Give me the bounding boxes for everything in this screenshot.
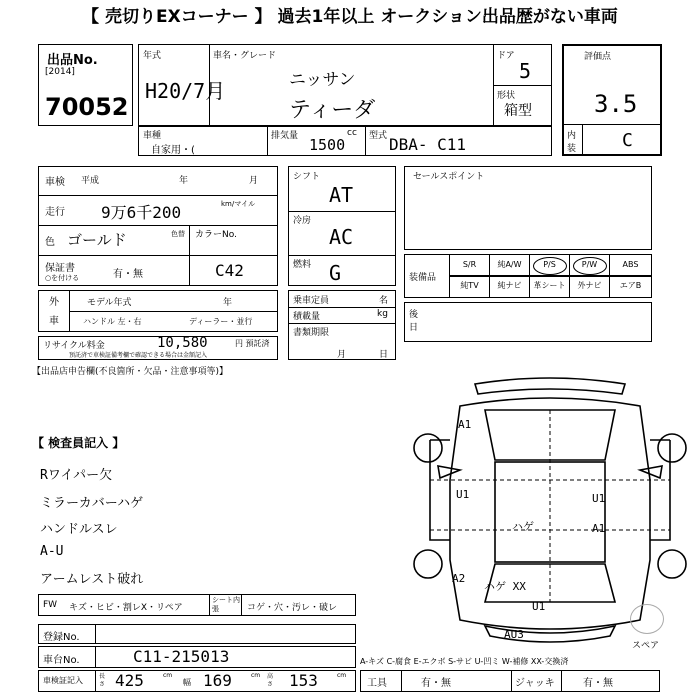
lot-box: [38, 44, 133, 126]
doc-label: 書類期限: [293, 328, 330, 338]
mark-rear: ハゲ XX: [484, 580, 526, 593]
equip-label: 装備品: [409, 273, 437, 283]
maker-value: ニッサン: [289, 70, 356, 90]
chassis-label: 車台No.: [43, 655, 80, 666]
load-label: 積載量: [293, 312, 321, 322]
model-value: ティーダ: [289, 98, 376, 123]
inspector-line-3: ハンドルスレ: [40, 522, 118, 537]
equip-pw: P/W: [570, 255, 610, 276]
shift-label: シフト: [293, 172, 321, 182]
inspector-line-4: A-U: [40, 544, 64, 559]
mileage-value: 9万6千200: [101, 203, 182, 222]
exhibitor-note: 【出品店申告欄(不良箇所・欠品・注意事項等)】: [32, 367, 229, 377]
tools-label: 工具: [367, 678, 387, 689]
ac-value: AC: [329, 225, 354, 249]
equipment-box: [404, 254, 652, 298]
type-label: 型式: [369, 131, 388, 141]
height-value: 153: [289, 671, 318, 690]
pw-circle-mark: [573, 257, 607, 275]
equip-ext-navi: 外ナビ: [570, 276, 610, 297]
equip-sr: S/R: [450, 255, 490, 276]
spare-label: スペア: [632, 641, 660, 651]
header-row-2: [138, 126, 552, 156]
length-label: 長さ: [99, 673, 106, 688]
mark-au3: AU3: [504, 628, 524, 641]
seat-label: シート内張: [212, 596, 240, 613]
rear-label: 後日: [409, 310, 419, 333]
shape-label: 形状: [497, 91, 516, 101]
equip-leather: 革シート: [530, 276, 570, 297]
door-value: 5: [519, 59, 532, 83]
inspector-line-5: アームレスト破れ: [40, 572, 144, 587]
inspection-label: 車検: [45, 177, 65, 188]
doc-day: 日: [379, 350, 389, 360]
mid-info: [288, 166, 396, 286]
selling-label: セールスポイント: [413, 172, 485, 182]
kind-label: 車種: [143, 131, 162, 141]
mark-a2: A2: [452, 572, 466, 585]
load-unit: kg: [377, 309, 388, 319]
tools-row: [360, 670, 660, 692]
left-info: [38, 166, 278, 286]
year-label: 年式: [143, 51, 162, 61]
fuel-value: G: [329, 261, 342, 285]
inspection-year: 年: [179, 176, 189, 186]
fuel-label: 燃料: [293, 260, 312, 270]
shift-value: AT: [329, 183, 354, 207]
model-year-unit: 年: [223, 298, 233, 308]
model-year-label: モデル年式: [87, 298, 132, 308]
shape-value: 箱型: [504, 103, 532, 119]
chassis-row: [38, 646, 356, 668]
mark-a1-right: A1: [592, 522, 606, 535]
color-value: ゴールド: [67, 231, 127, 249]
legend-row: [38, 594, 356, 616]
recycle-box: [38, 336, 278, 360]
height-label: 高さ: [267, 673, 274, 688]
warranty-options: 有・無: [113, 269, 143, 280]
warranty-label: 保証書: [45, 263, 75, 274]
capacity-unit: 名: [379, 296, 389, 306]
fw-text: キズ・ヒビ・割レX・リペア: [69, 603, 183, 613]
seat-text: コゲ・穴・汚レ・破レ: [247, 603, 338, 613]
warranty-sub: ○を付ける: [45, 274, 80, 282]
color-label: 色: [45, 237, 55, 248]
grade-value: 3.5: [594, 90, 638, 118]
height-cm: cm: [337, 672, 347, 679]
displacement-value: 1500: [309, 136, 346, 154]
doc-month: 月: [337, 350, 347, 360]
recycle-label: リサイクル料金: [43, 341, 105, 351]
recycle-value: 10,580: [157, 335, 208, 351]
inspector-title: 【 検査員記入 】: [32, 436, 125, 450]
color-no-label: カラーNo.: [195, 230, 237, 240]
inspector-line-1: Rワイパー欠: [40, 468, 113, 483]
damage-codes: A-キズ C-腐食 E-エクボ S-サビ U-凹ミ W-補修 XX-交換済: [360, 657, 569, 666]
interior-label: 内装: [567, 131, 577, 154]
capacity-box: [288, 290, 396, 360]
recycle-note: 預託済で車検証備考欄で確認できる場合は金額記入: [69, 352, 208, 359]
color-no-value: C42: [215, 261, 244, 280]
equip-ps: P/S: [530, 255, 570, 276]
recycle-unit: 円 預託済: [235, 339, 270, 348]
capacity-label: 乗車定員: [293, 296, 330, 306]
mark-u1-left: U1: [456, 488, 470, 501]
mileage-label: 走行: [45, 207, 65, 218]
equip-abs: ABS: [610, 255, 651, 276]
color-swap: 色替: [171, 230, 185, 238]
interior-value: C: [622, 130, 633, 151]
equip-airbag: エアB: [619, 281, 642, 290]
cc-unit: cc: [347, 128, 357, 138]
door-label: ドア: [497, 51, 515, 61]
dealer-label: ディーラー・並行: [189, 317, 253, 326]
equip-aw: 純A/W: [490, 255, 530, 276]
width-value: 169: [203, 671, 232, 690]
length-value: 425: [115, 671, 144, 690]
equip-navi: 純ナビ: [490, 276, 530, 297]
mark-hage: ハゲ: [512, 520, 534, 533]
width-cm: cm: [251, 672, 261, 679]
registration-row: [38, 624, 356, 644]
dims-row: [38, 670, 356, 692]
registration-label: 登録No.: [43, 632, 80, 643]
lot-number: 70052: [45, 93, 129, 121]
mark-u1-rear: U1: [532, 600, 546, 613]
tools-options: 有・無: [421, 678, 451, 689]
handle-label: ハンドル 左・右: [83, 317, 142, 326]
year-tag: [2014]: [45, 67, 75, 77]
year-value: H20/7月: [145, 79, 226, 103]
header-row: [138, 44, 552, 126]
ac-label: 冷房: [293, 216, 312, 226]
selling-point-box: [404, 166, 652, 250]
ps-circle-mark: [533, 257, 567, 275]
inspection-month: 月: [249, 176, 259, 186]
mileage-unit: km/マイル: [221, 200, 256, 208]
chassis-value: C11-215013: [133, 647, 230, 666]
length-cm: cm: [163, 672, 173, 679]
displacement-label: 排気量: [271, 131, 299, 141]
lot-label: 出品No.: [47, 53, 98, 68]
jack-options: 有・無: [583, 678, 613, 689]
rear-box: [404, 302, 652, 342]
page-banner: 【 売切りEXコーナー 】 過去1年以上 オークション出品歴がない車両: [0, 0, 700, 34]
mark-u1-right: U1: [592, 492, 606, 505]
equip-tv: 純TV: [450, 276, 490, 297]
fw-label: FW: [43, 600, 58, 610]
kind-value: 自家用・(: [151, 145, 195, 156]
ext-label: 外車: [49, 297, 59, 327]
foreign-car-box: [38, 290, 278, 332]
grade-label: 評価点: [584, 52, 612, 62]
model-label: 車名・グレード: [213, 51, 277, 61]
inspection-era: 平成: [81, 176, 100, 186]
inspector-line-2: ミラーカバーハゲ: [40, 496, 144, 511]
grade-box: [562, 44, 662, 156]
dims-label: 車検証記入: [43, 676, 83, 685]
spare-icon: [630, 604, 664, 634]
type-value: DBA- C11: [389, 135, 467, 154]
mark-a1-front: A1: [458, 418, 472, 431]
jack-label: ジャッキ: [515, 678, 555, 689]
width-label: 幅: [183, 678, 191, 687]
